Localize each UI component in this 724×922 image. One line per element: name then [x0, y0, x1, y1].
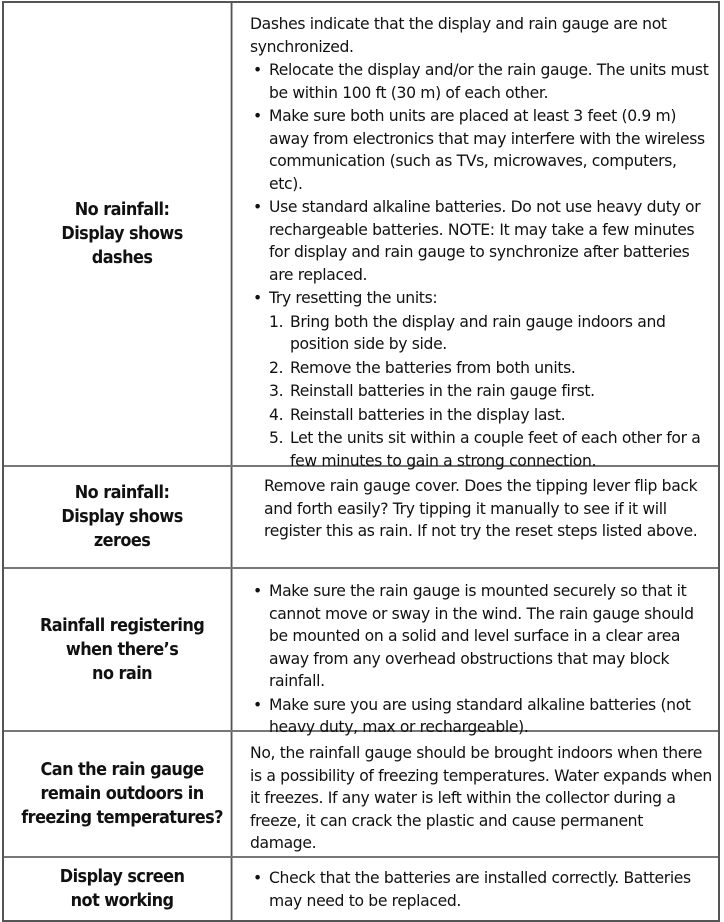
problem-line: freezing temperatures?: [21, 808, 223, 828]
solution-intro: Dashes indicate that the display and rain gauge are not synchronized.: [250, 15, 667, 56]
bullet-list: [250, 59, 712, 472]
problem-line: No rainfall:: [74, 483, 170, 503]
bullet-item: • Make sure you are using standard alkaline batteries (not heavy duty, max or rechargeable).: [250, 694, 712, 739]
bullet-item: • Make sure both units are placed at least 3 feet (0.9 m) away from electronics that may interfere with the wireless communication (such as TVs, microwaves, computers, etc).: [250, 105, 712, 195]
step-number: 1.: [269, 312, 284, 331]
bullet-item-reset: [250, 287, 712, 472]
bullet-item: • Make sure the rain gauge is mounted securely so that it cannot move or sway in the wind. The rain gauge should be mounted on a solid and level surface in a clear area away from any overhead obstructions that may block rainfall.: [250, 580, 712, 693]
problem-line: Can the rain gauge: [40, 760, 204, 780]
problem-cell: [14, 858, 233, 920]
problem-cell: [14, 3, 233, 465]
table-row-no-rainfall-dashes: [4, 3, 718, 470]
step-item: [269, 380, 712, 403]
step-text: Let the units sit within a couple feet of each other for a few minutes to gain a strong connection.: [290, 429, 701, 470]
bullet-item: • Check that the batteries are installed correctly. Batteries may need to be replaced.: [250, 867, 712, 912]
table-row-display-not-working: [4, 856, 718, 920]
solution-cell: [242, 569, 718, 736]
step-text: Reinstall batteries in the rain gauge first.: [290, 382, 595, 400]
problem-line: Display shows: [61, 507, 183, 527]
solution-cell: [242, 3, 718, 470]
problem-line: Display shows: [61, 224, 183, 244]
step-text: Bring both the display and rain gauge indoors and position side by side.: [290, 312, 666, 353]
solution-text: No, the rainfall gauge should be brought indoors when there is a possibility of freezing temperatures. Water expands when it freezes. If any water is left within the collector during a freeze, it can crack the plastic and cause permanent damage.: [250, 744, 712, 852]
problem-line: Display screen: [59, 867, 185, 887]
step-item: [269, 404, 712, 427]
problem-line: remain outdoors in: [40, 784, 204, 804]
problem-cell: [14, 732, 233, 856]
problem-cell: [14, 467, 233, 567]
step-item: [269, 357, 712, 380]
step-number: 3.: [269, 382, 284, 400]
bullet-text: Try resetting the units:: [269, 289, 438, 307]
solution-cell: [242, 467, 718, 567]
solution-text: Remove rain gauge cover. Does the tipping lever flip back and forth easily? Try tipping it manually to see if it will register this as rain. If not try the reset steps listed above.: [264, 477, 698, 540]
solution-cell: [242, 858, 718, 920]
step-item: [269, 311, 712, 356]
step-text: Reinstall batteries in the display last.: [290, 405, 566, 424]
table-row-false-rainfall: [4, 567, 718, 736]
step-number: 5.: [269, 429, 284, 447]
table-row-no-rainfall-zeroes: [4, 465, 718, 567]
step-text: Remove the batteries from both units.: [290, 358, 576, 377]
bullet-list: [250, 580, 712, 739]
problem-line: Rainfall registering: [39, 615, 205, 636]
step-number: 2.: [269, 358, 284, 377]
reset-steps-list: [269, 311, 712, 473]
problem-line: when there’s: [65, 639, 179, 660]
problem-line: dashes: [91, 248, 153, 268]
problem-line: not working: [70, 891, 174, 911]
step-item: [269, 427, 712, 472]
table-row-freezing: [4, 730, 718, 856]
step-number: 4.: [269, 405, 284, 424]
troubleshooting-table: [2, 1, 720, 922]
bullet-item: • Use standard alkaline batteries. Do not use heavy duty or rechargeable batteries. NOTE: It may take a few minutes for display and rain gauge to synchronize after batteries are replaced.: [250, 196, 712, 286]
bullet-item: • Relocate the display and/or the rain gauge. The units must be within 100 ft (30 m) of each other.: [250, 59, 712, 104]
problem-line: zeroes: [93, 531, 151, 551]
problem-cell: [14, 569, 233, 730]
bullet-list: [250, 867, 712, 912]
problem-line: No rainfall:: [74, 200, 170, 220]
problem-line: no rain: [92, 663, 153, 684]
solution-cell: [242, 732, 718, 856]
